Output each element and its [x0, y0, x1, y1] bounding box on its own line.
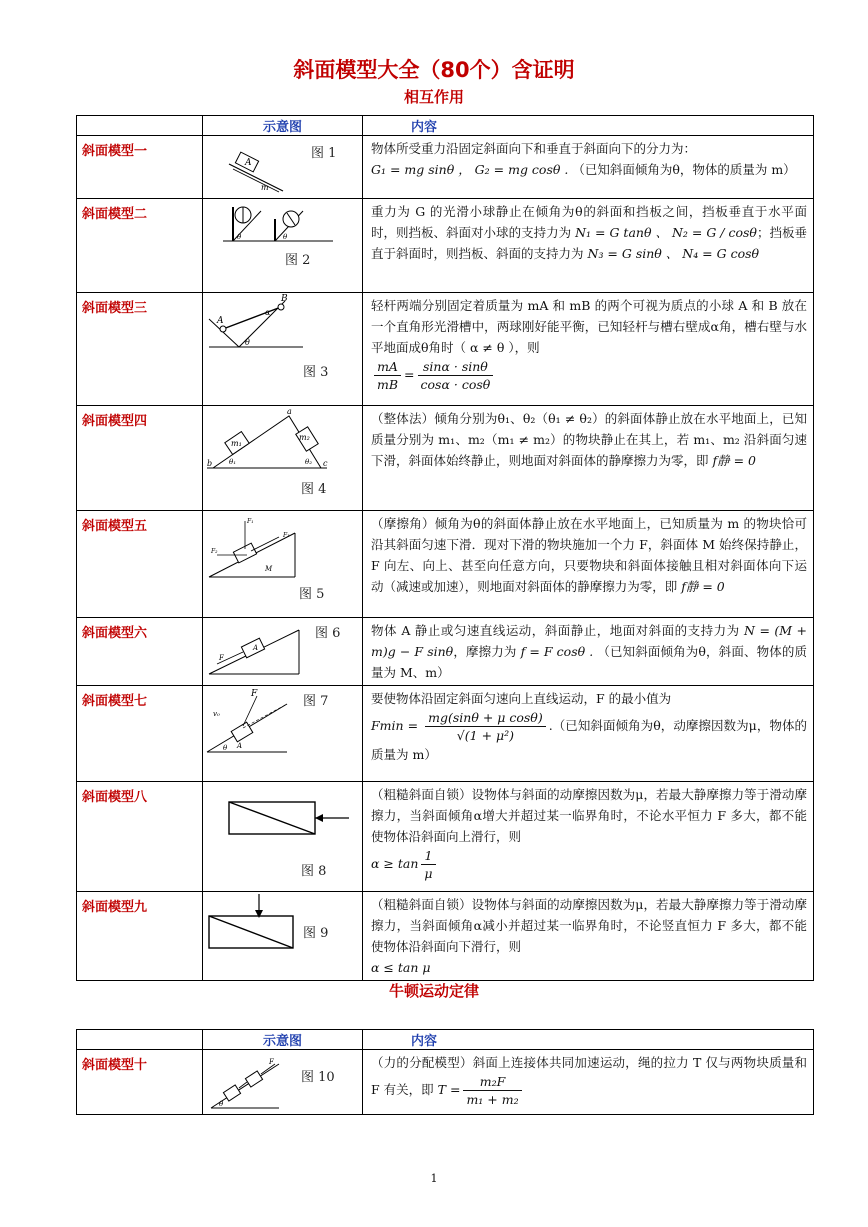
row-name: 斜面模型九 — [77, 892, 203, 981]
figure-cell — [203, 406, 363, 511]
row-name: 斜面模型十 — [77, 1050, 203, 1115]
svg-text:b: b — [207, 459, 213, 468]
svg-text:m₁: m₁ — [231, 439, 242, 448]
figure-label: 图 8 — [301, 864, 327, 879]
svg-text:v₀: v₀ — [213, 710, 220, 718]
figure-3-diagram — [203, 293, 361, 405]
svg-text:θ: θ — [245, 338, 250, 347]
svg-text:θ₂: θ₂ — [305, 458, 313, 466]
svg-text:F: F — [269, 1058, 274, 1066]
figure-label: 图 9 — [303, 926, 329, 941]
figure-cell — [203, 199, 363, 293]
svg-text:θ: θ — [223, 744, 228, 752]
figure-8-diagram — [203, 782, 361, 891]
svg-text:F₂: F₂ — [211, 548, 218, 555]
figure-cell — [203, 892, 363, 981]
figure-label: 图 1 — [311, 146, 337, 161]
svg-text:M: M — [265, 565, 273, 573]
svg-text:c: c — [323, 459, 328, 468]
svg-text:θ: θ — [283, 233, 288, 241]
row-name: 斜面模型一 — [77, 136, 203, 199]
row-content: 物体所受重力沿固定斜面向下和垂直于斜面向下的分力为： G₁ = mg sinθ ， G₂ = mg cosθ . （已知斜面倾角为θ，物体的质量为 m） — [363, 136, 814, 199]
section-heading-newton: 牛顿运动定律 — [388, 982, 479, 1000]
header-content: 内容 — [363, 116, 814, 136]
table-row — [77, 406, 814, 511]
svg-text:A: A — [245, 158, 252, 168]
table-row — [77, 618, 814, 686]
table-row — [77, 293, 814, 406]
page-title: 斜面模型大全（80个）含证明 — [293, 58, 575, 82]
svg-text:θ: θ — [237, 233, 242, 241]
svg-text:m: m — [261, 183, 269, 192]
figure-4-diagram — [203, 406, 361, 510]
row-name: 斜面模型五 — [77, 511, 203, 618]
row-content: 物体 A 静止或匀速直线运动，斜面静止，地面对斜面的支持力为 N = (M + m)g − F sinθ，摩擦力为 f = F cosθ . （已知斜面倾角为θ，斜面、物体的质量为 M、m） — [363, 618, 814, 686]
svg-text:a: a — [287, 407, 292, 416]
svg-text:F: F — [251, 689, 258, 699]
figure-label: 图 10 — [301, 1070, 335, 1085]
row-content: 轻杆两端分别固定着质量为 mA 和 mB 的两个可视为质点的小球 A 和 B 放在一个直角形光滑槽中，两球刚好能平衡，已知轻杆与槽右壁成α角，槽右壁与水平地面成θ角时（ α ≠ θ ），则 $\frac{mA}{mB}$ = $\frac{\sin\alpha \cdot \sin\theta}{\cos\alpha \cdot \cos\theta}$ — [363, 293, 814, 406]
figure-cell — [203, 1050, 363, 1115]
figure-label: 图 2 — [285, 253, 311, 268]
table-row — [77, 1050, 814, 1115]
table-row — [77, 199, 814, 293]
row-name: 斜面模型八 — [77, 782, 203, 892]
figure-cell — [203, 782, 363, 892]
figure-cell — [203, 293, 363, 406]
row-name: 斜面模型四 — [77, 406, 203, 511]
table-row — [77, 782, 814, 892]
figure-label: 图 3 — [303, 365, 329, 380]
header-diagram: 示意图 — [203, 116, 363, 136]
figure-label: 图 6 — [315, 626, 341, 641]
table-header-row — [77, 116, 814, 136]
inclined-plane-table-2 — [76, 1029, 814, 1115]
page-number: 1 — [430, 1172, 438, 1185]
svg-text:θ: θ — [219, 1100, 224, 1108]
figure-10-diagram — [203, 1050, 361, 1114]
row-content: 要使物体沿固定斜面匀速向上直线运动，F 的最小值为 Fmin = $\frac{\text{mg(sinθ + μ cosθ)}}{\text{√(1 + μ²)}}$ .（已知斜面倾角为θ，动摩擦因数为μ，物体的质量为 m） — [363, 686, 814, 782]
figure-cell — [203, 618, 363, 686]
svg-text:F: F — [219, 654, 224, 662]
figure-label: 图 5 — [299, 587, 325, 602]
figure-1-diagram — [203, 136, 361, 198]
figure-5-diagram — [203, 511, 361, 617]
inclined-plane-table-1 — [76, 115, 814, 981]
header-content: 内容 — [363, 1030, 814, 1050]
row-content: （整体法）倾角分别为θ₁、θ₂（θ₁ ≠ θ₂）的斜面体静止放在水平地面上，已知质量分别为 m₁、m₂（m₁ ≠ m₂）的物块静止在其上，若 m₁、m₂ 沿斜面匀速下滑，斜面体始终静止，则地面对斜面体的静摩擦力为零，即 f静 = 0 — [363, 406, 814, 511]
figure-9-diagram — [203, 892, 361, 975]
table-row — [77, 511, 814, 618]
row-name: 斜面模型二 — [77, 199, 203, 293]
figure-7-diagram — [203, 686, 361, 781]
row-name: 斜面模型三 — [77, 293, 203, 406]
table-row — [77, 892, 814, 981]
row-content: （粗糙斜面自锁）设物体与斜面的动摩擦因数为μ，若最大静摩擦力等于滑动摩擦力，当斜面倾角α增大并超过某一临界角时，不论水平恒力 F 多大，都不能使物体沿斜面向上滑行，则 α ≥ tan $\frac{1}{\mu}$ — [363, 782, 814, 892]
row-content: （粗糙斜面自锁）设物体与斜面的动摩擦因数为μ，若最大静摩擦力等于滑动摩擦力，当斜面倾角α减小并超过某一临界角时，不论竖直恒力 F 多大，都不能使物体沿斜面向下滑行，则 α ≤ tan μ — [363, 892, 814, 981]
table-header-row — [77, 1030, 814, 1050]
row-content: （力的分配模型）斜面上连接体共同加速运动，绳的拉力 T 仅与两物块质量和 F 有关，即 T = $\frac{\text{m₂F}}{\text{m₁ + m₂}}$ — [363, 1050, 814, 1115]
figure-cell — [203, 511, 363, 618]
svg-text:α: α — [265, 308, 271, 317]
table-row — [77, 136, 814, 199]
header-diagram: 示意图 — [203, 1030, 363, 1050]
figure-label: 图 7 — [303, 694, 329, 709]
section-heading-interaction: 相互作用 — [403, 88, 464, 106]
table-row — [77, 686, 814, 782]
svg-text:A: A — [237, 742, 243, 750]
figure-label: 图 4 — [301, 482, 327, 497]
svg-text:A: A — [217, 316, 224, 326]
row-content: 重力为 G 的光滑小球静止在倾角为θ的斜面和挡板之间，挡板垂直于水平面时，则挡板、斜面对小球的支持力为 N₁ = G tanθ 、 N₂ = G / cosθ；挡板垂直于斜面时，则挡板、斜面的支持力为 N₃ = G sinθ 、 N₄ = G cosθ — [363, 199, 814, 293]
figure-cell — [203, 136, 363, 199]
row-name: 斜面模型七 — [77, 686, 203, 782]
row-name: 斜面模型六 — [77, 618, 203, 686]
svg-text:F₃: F₃ — [283, 532, 290, 539]
figure-cell — [203, 686, 363, 782]
svg-text:m₂: m₂ — [299, 433, 310, 442]
row-content: （摩擦角）倾角为θ的斜面体静止放在水平地面上，已知质量为 m 的物块恰可沿其斜面匀速下滑．现对下滑的物块施加一个力 F，斜面体 M 始终保持静止，F 向左、向上、甚至向任意方向，只要物块和斜面体接触且相对斜面体向下运动（减速或加速），则地面对斜面体的静摩擦力为零，即 f静 = 0 — [363, 511, 814, 618]
figure-2-diagram — [203, 199, 361, 291]
svg-text:B: B — [281, 294, 288, 304]
svg-text:θ₁: θ₁ — [229, 458, 237, 466]
svg-text:A: A — [253, 644, 259, 652]
svg-text:F₁: F₁ — [247, 518, 254, 525]
